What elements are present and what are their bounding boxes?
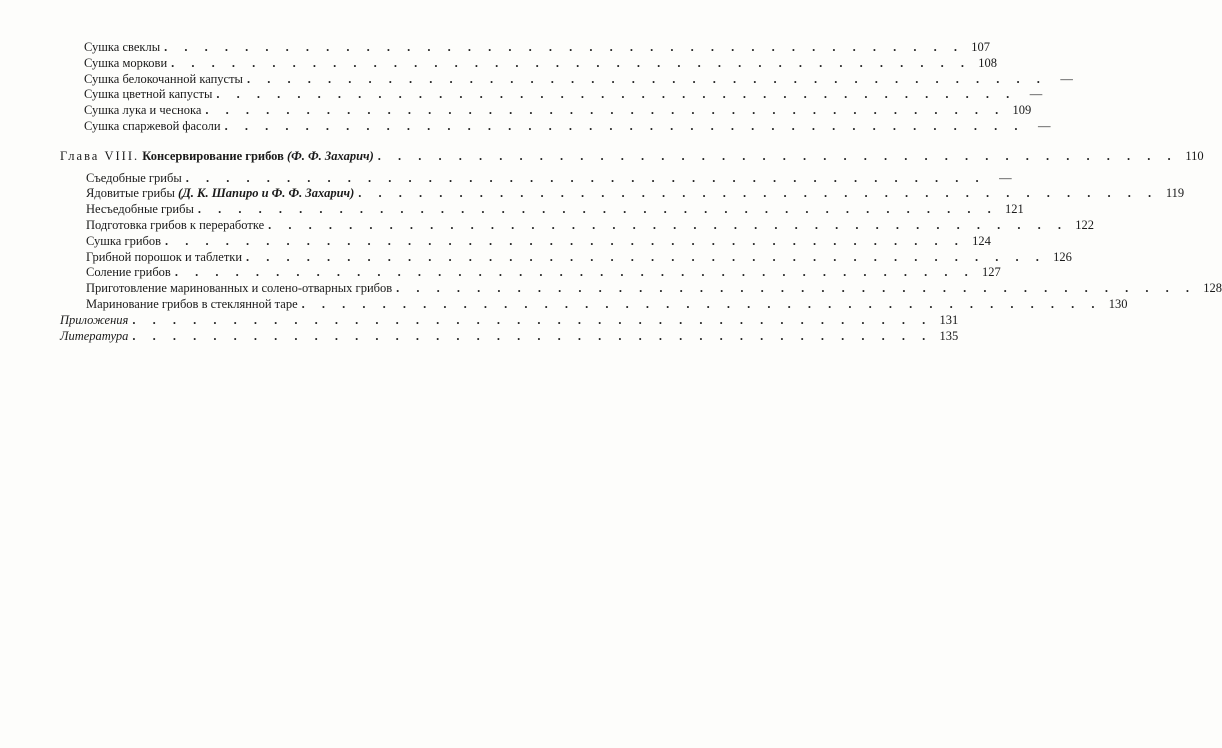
toc-entry: [60, 281, 1222, 297]
toc-page-number: 119: [1165, 186, 1185, 201]
chapter-name: Консервирование грибов: [142, 148, 284, 163]
toc-page-number: —: [1029, 87, 1043, 102]
dot-leader: . . . . . . . . . . . . . . . . . . . . . . . . . . . . . . . . . . . . . . . .: [185, 170, 986, 185]
toc-entry-label: Сушка грибов: [86, 233, 162, 248]
toc-page-number: 122: [1075, 217, 1095, 232]
toc-entry-label: Подготовка грибов к переработке: [86, 217, 265, 232]
toc-entry-label: Сушка моркови: [84, 55, 168, 70]
toc-entry-label: Сушка белокочанной капусты: [84, 71, 243, 86]
toc-entry: [60, 217, 1095, 234]
dot-leader: . . . . . . . . . . . . . . . . . . . . . . . . . . . . . . . . . . . . . . . .: [174, 265, 975, 280]
toc-entry-label: Грибной порошок и таблетки: [86, 249, 243, 264]
dot-leader: . . . . . . . . . . . . . . . . . . . . . . . . . . . . . . . . . . . . . . . .: [268, 217, 1069, 232]
toc-entry-label: Приготовление маринованных и солено-отварных грибов: [86, 281, 393, 296]
toc-entry-label: Маринование грибов в стеклянной таре: [86, 296, 298, 311]
toc-entry: [60, 249, 1072, 266]
toc-page-number: 108: [978, 55, 998, 70]
table-of-contents: [60, 40, 1222, 344]
toc-page-number: 126: [1053, 249, 1072, 264]
dot-leader: . . . . . . . . . . . . . . . . . . . . . . . . . . . . . . . . . . . . . . . .: [246, 71, 1047, 86]
toc-entry-label: Несъедобные грибы: [86, 202, 194, 217]
chapter-title: [60, 149, 374, 165]
toc-entry-label: Сушка лука и чеснока: [84, 103, 202, 118]
toc-entry: [60, 118, 1051, 135]
toc-entry-label: Сушка спаржевой фасоли: [84, 118, 221, 133]
dot-leader: . . . . . . . . . . . . . . . . . . . . . . . . . . . . . . . . . . . . . . . .: [171, 55, 972, 70]
toc-entry-label: Съедобные грибы: [86, 170, 182, 185]
toc-page-number: 130: [1108, 296, 1128, 311]
toc-entry: [60, 71, 1073, 88]
dot-leader: . . . . . . . . . . . . . . . . . . . . . . . . . . . . . . . . . . . . . . . .: [132, 312, 933, 327]
toc-page-number: 131: [939, 312, 959, 327]
dot-leader: . . . . . . . . . . . . . . . . . . . . . . . . . . . . . . . . . . . . . . . .: [132, 328, 933, 343]
toc-page-number: —: [999, 170, 1012, 185]
toc-page-number: 110: [1185, 148, 1204, 163]
dot-leader: . . . . . . . . . . . . . . . . . . . . . . . . . . . . . . . . . . . . . . . .: [246, 249, 1046, 264]
toc-page-number: 107: [971, 40, 990, 54]
chapter-author: (Ф. Ф. Захарич): [287, 148, 374, 163]
dot-leader: . . . . . . . . . . . . . . . . . . . . . . . . . . . . . . . . . . . . . . . .: [205, 103, 1006, 118]
toc-entry: [60, 202, 1024, 218]
toc-page-number: 128: [1203, 281, 1222, 296]
toc-entry: [60, 55, 998, 72]
toc-entry-label: [86, 186, 354, 202]
dot-leader: . . . . . . . . . . . . . . . . . . . . . . . . . . . . . . . . . . . . . . . .: [216, 87, 1017, 102]
toc-entry: [60, 87, 1043, 103]
dot-leader: . . . . . . . . . . . . . . . . . . . . . . . . . . . . . . . . . . . . . . . .: [164, 40, 964, 54]
toc-entry: [60, 186, 1185, 202]
toc-entry-label: Сушка цветной капусты: [84, 87, 213, 102]
toc-entry-title: Ядовитые грибы: [86, 186, 175, 201]
dot-leader: . . . . . . . . . . . . . . . . . . . . . . . . . . . . . . . . . . . . . . . .: [377, 148, 1178, 163]
toc-entry: [60, 103, 1032, 119]
toc-page-number: 121: [1004, 202, 1024, 217]
toc-entry-literature: [60, 328, 959, 345]
toc-page-number: —: [1060, 71, 1073, 86]
toc-page-number: 127: [981, 265, 1001, 280]
dot-leader: . . . . . . . . . . . . . . . . . . . . . . . . . . . . . . . . . . . . . . . .: [301, 296, 1102, 311]
dot-leader: . . . . . . . . . . . . . . . . . . . . . . . . . . . . . . . . . . . . . . . .: [197, 202, 998, 217]
toc-entry: [60, 233, 991, 250]
toc-entry-label: Приложения: [60, 312, 129, 327]
toc-entry-label: Литература: [60, 328, 129, 343]
toc-page-number: 135: [939, 328, 959, 343]
dot-leader: . . . . . . . . . . . . . . . . . . . . . . . . . . . . . . . . . . . . . . . .: [396, 281, 1197, 296]
toc-entry: [60, 265, 1001, 281]
chapter-number: Глава VIII.: [60, 148, 140, 163]
toc-entry-author: (Д. К. Шапиро и Ф. Ф. Захарич): [178, 186, 355, 201]
toc-entry-appendix: [60, 312, 959, 329]
dot-leader: . . . . . . . . . . . . . . . . . . . . . . . . . . . . . . . . . . . . . . . .: [165, 233, 965, 248]
toc-page-number: 124: [972, 233, 991, 248]
toc-entry-label: Сушка свеклы: [84, 40, 161, 54]
toc-page-number: 109: [1012, 103, 1032, 118]
chapter-heading: [60, 148, 1204, 165]
dot-leader: . . . . . . . . . . . . . . . . . . . . . . . . . . . . . . . . . . . . . . . .: [358, 186, 1159, 201]
toc-entry: [60, 40, 990, 56]
dot-leader: . . . . . . . . . . . . . . . . . . . . . . . . . . . . . . . . . . . . . . . .: [224, 118, 1025, 133]
toc-entry: [60, 296, 1128, 313]
toc-entry-label: Соление грибов: [86, 265, 171, 280]
toc-entry: [60, 170, 1012, 187]
toc-page-number: —: [1037, 118, 1051, 133]
